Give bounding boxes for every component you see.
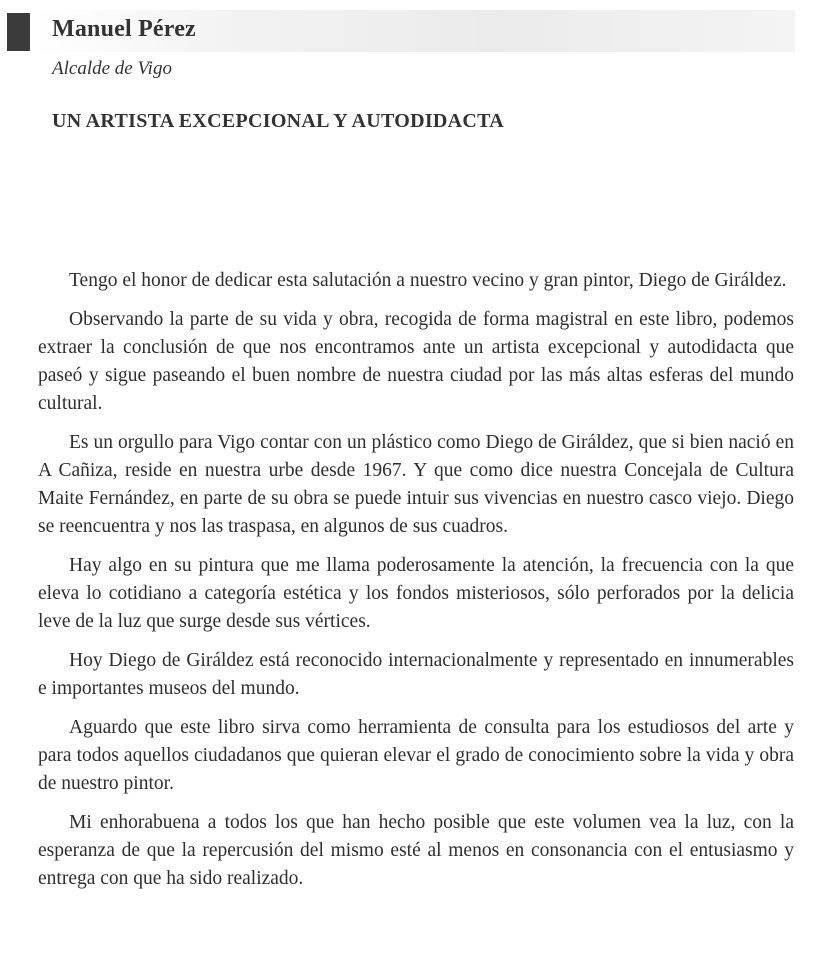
author-name: Manuel Pérez — [52, 16, 196, 42]
paragraph: Mi enhorabuena a todos los que han hecho posible que este volumen vea la luz, con la esperanza de que la repercusión del mismo esté al menos en consonancia con el entusiasmo y entrega con que ha sido realizado. — [38, 812, 794, 889]
article-title: UN ARTISTA EXCEPCIONAL Y AUTODIDACTA — [52, 110, 505, 132]
paragraph: Es un orgullo para Vigo contar con un plástico como Diego de Giráldez, que si bien nació en A Cañiza, reside en nuestra urbe desde 1967. Y que como dice nuestra Concejala de Cultura Maite Fernández, en parte de su obra se puede intuir sus vivencias en nuestro casco viejo. Diego se reencuentra y nos las traspasa, en algunos de sus cuadros. — [38, 432, 794, 537]
header-accent-bar — [7, 13, 30, 51]
paragraph: Aguardo que este libro sirva como herramienta de consulta para los estudiosos del arte y para todos aquellos ciudadanos que quieran elevar el grado de conocimiento sobre la vida y obra de nuestro pintor. — [38, 717, 794, 794]
author-role: Alcalde de Vigo — [52, 58, 172, 79]
paragraph: Hay algo en su pintura que me llama poderosamente la atención, la frecuencia con la que eleva lo cotidiano a categoría estética y los fondos misteriosos, sólo perforados por la delicia leve de la luz que surge desde sus vértices. — [38, 555, 794, 632]
paragraph: Hoy Diego de Giráldez está reconocido internacionalmente y representado en innumerables e importantes museos del mundo. — [38, 650, 794, 699]
article-body — [38, 267, 794, 904]
paragraph: Observando la parte de su vida y obra, recogida de forma magistral en este libro, podemos extraer la conclusión de que nos encontramos ante un artista excepcional y autodidacta que paseó y sigue paseando el buen nombre de nuestra ciudad por las más altas esferas del mundo cultural. — [38, 309, 794, 414]
paragraph: Tengo el honor de dedicar esta salutación a nuestro vecino y gran pintor, Diego de Giráldez. — [69, 270, 787, 291]
